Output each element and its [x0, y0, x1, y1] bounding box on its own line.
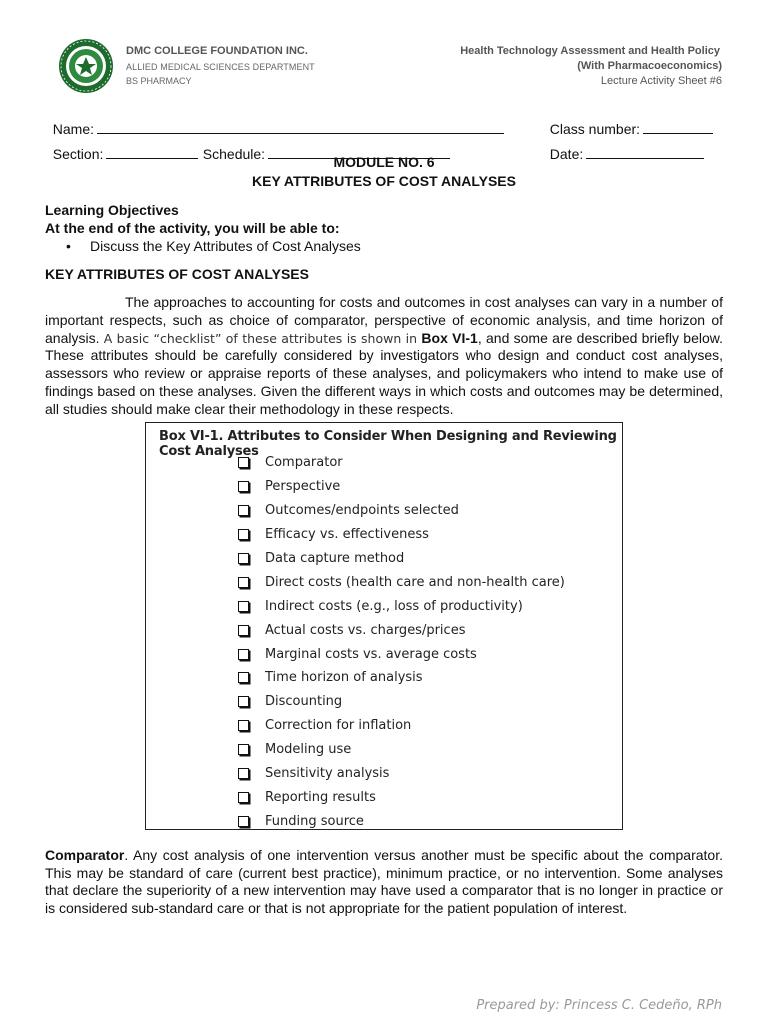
checklist-item-label: Discounting	[265, 694, 343, 710]
checklist-item	[238, 642, 565, 666]
checkbox-icon[interactable]	[238, 625, 249, 636]
intro-paragraph	[45, 294, 723, 419]
box-reference: Box VI-1	[421, 329, 478, 346]
checklist-item	[238, 738, 565, 762]
checklist-item-label: Modeling use	[265, 742, 352, 758]
checkbox-icon[interactable]	[238, 744, 249, 755]
checkbox-icon[interactable]	[238, 649, 249, 660]
checklist-item-label: Outcomes/endpoints selected	[265, 503, 459, 519]
checklist-item-label: Sensitivity analysis	[265, 766, 390, 782]
checkbox-icon[interactable]	[238, 768, 249, 779]
checklist-item	[238, 499, 565, 523]
comparator-text: . Any cost analysis of one intervention versus another must be specific about the comparator. This may be standard of care (current best practice), minimum practice, or no intervention. Some analyses that declare the superiority of a new intervention may have used a comparator that is no longer in practice or is considered sub-standard care or that is not appropriate for the patient population of interest.	[45, 847, 723, 916]
checklist-item	[238, 618, 565, 642]
checklist-item-label: Data capture method	[265, 551, 405, 566]
module-number: MODULE NO. 6	[333, 154, 435, 170]
checklist-item-label: Efficacy vs. effectiveness	[265, 527, 429, 543]
checkbox-icon[interactable]	[238, 816, 249, 827]
checklist-item	[238, 594, 565, 618]
checklist-item	[238, 547, 565, 571]
checkbox-icon[interactable]	[238, 696, 249, 707]
checklist-item-label: Funding source	[265, 813, 364, 829]
checklist-item-label: Correction for inflation	[265, 718, 412, 734]
checklist-item-label: Perspective	[265, 479, 341, 495]
class-number-label: Class number:	[549, 121, 641, 137]
checklist-item	[238, 690, 565, 714]
checkbox-icon[interactable]	[238, 792, 249, 803]
attributes-box	[145, 422, 623, 830]
checklist-item	[238, 451, 565, 475]
prepared-by: Prepared by: Princess C. Cedeño, RPh	[476, 998, 722, 1013]
checklist-item-label: Indirect costs (e.g., loss of productivity)	[265, 598, 523, 614]
comparator-paragraph	[45, 847, 723, 917]
checklist-item	[238, 523, 565, 547]
department-name: ALLIED MEDICAL SCIENCES DEPARTMENT	[126, 62, 315, 72]
checklist-item-label: Time horizon of analysis	[265, 670, 423, 686]
comparator-term: Comparator	[45, 847, 125, 863]
college-seal-logo	[53, 38, 119, 94]
intro-part1: The approaches to accounting for costs and outcomes in cost analyses can vary in a number of important respects, such as choice of comparator, perspective of economic analysis, and time horizon of analysis.	[45, 294, 723, 346]
checkbox-icon[interactable]	[238, 481, 249, 492]
checklist-item-label: Marginal costs vs. average costs	[265, 646, 477, 662]
activity-sheet-label: Lecture Activity Sheet #6	[600, 75, 722, 87]
program-name: BS PHARMACY	[126, 76, 192, 86]
objectives-subheading: At the end of the activity, you will be able to:	[45, 220, 340, 236]
checkbox-icon[interactable]	[238, 529, 249, 540]
checkbox-icon[interactable]	[238, 601, 249, 612]
module-title: KEY ATTRIBUTES OF COST ANALYSES	[252, 173, 516, 189]
checklist-item	[238, 570, 565, 594]
course-subtitle: (With Pharmacoeconomics)	[577, 60, 722, 72]
checkbox-icon[interactable]	[238, 457, 249, 468]
checklist-item-label: Direct costs (health care and non-health care)	[265, 574, 565, 590]
objective-item	[66, 238, 361, 254]
checkbox-icon[interactable]	[238, 505, 249, 516]
checklist-item-label: Reporting results	[265, 789, 376, 805]
org-name: DMC COLLEGE FOUNDATION INC.	[126, 45, 308, 57]
name-label: Name:	[52, 121, 95, 137]
box-title: Box VI-1. Attributes to Consider When Designing and Reviewing Cost Analyses	[159, 429, 617, 459]
date-label: Date:	[549, 146, 584, 162]
intro-part3: , and some are described briefly below. These attributes should be carefully considered by investigators who design and conduct cost analyses, assessors who review or appraise reports of these analyses, and policymakers who intend to make use of findings based on these analyses. Given the different ways in which costs and outcomes may be determined, all studies should make clear their methodology in these respects.	[45, 329, 723, 417]
bullet-icon: •	[66, 238, 71, 254]
checklist-item-label: Comparator	[265, 455, 343, 471]
objective-text: Discuss the Key Attributes of Cost Analyses	[90, 238, 361, 254]
checklist-item-label: Actual costs vs. charges/prices	[265, 622, 466, 638]
section-heading: KEY ATTRIBUTES OF COST ANALYSES	[45, 266, 309, 282]
course-title: Health Technology Assessment and Health Policy	[460, 45, 720, 57]
attributes-checklist	[238, 451, 565, 833]
intro-part2: A basic “checklist” of these attributes is shown in	[103, 330, 422, 346]
checklist-item	[238, 785, 565, 809]
checkbox-icon[interactable]	[238, 720, 249, 731]
checklist-item	[238, 809, 565, 833]
checklist-item	[238, 666, 565, 690]
checkbox-icon[interactable]	[238, 553, 249, 564]
checklist-item	[238, 714, 565, 738]
checklist-item	[238, 762, 565, 786]
schedule-label: Schedule:	[202, 146, 266, 162]
checkbox-icon[interactable]	[238, 577, 249, 588]
objectives-heading: Learning Objectives	[45, 202, 179, 218]
checklist-item	[238, 475, 565, 499]
checkbox-icon[interactable]	[238, 672, 249, 683]
section-label: Section:	[52, 146, 104, 162]
